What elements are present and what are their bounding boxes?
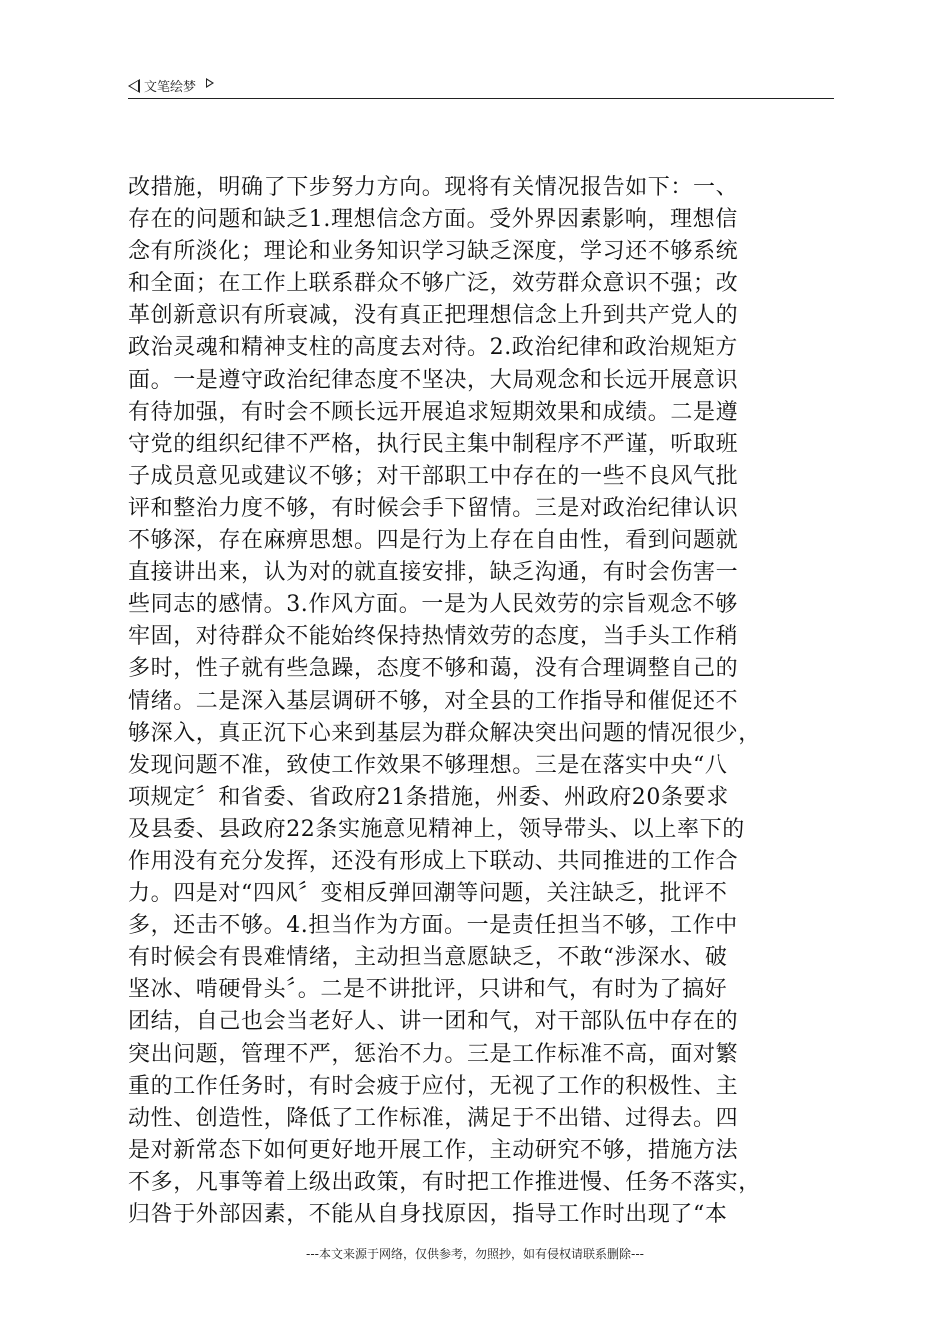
text-line: 守党的组织纪律不严格，执行民主集中制程序不严谨，听取班 [128, 431, 739, 457]
text-line: 子成员意见或建议不够；对干部职工中存在的一些不良风气批 [128, 463, 739, 489]
text-line: 有时候会有畏难情绪，主动担当意愿缺乏，不敢“涉深水、破 [128, 945, 728, 971]
text-line: 不多，凡事等着上级出政策，有时把工作推进慢、任务不落实， [128, 1169, 761, 1195]
text-line: 坚冰、啃硬骨头〞。二是不讲批评，只讲和气，有时为了搞好 [128, 977, 728, 1003]
text-line: 评和整治力度不够，有时候会手下留情。三是对政治纪律认识 [128, 495, 739, 521]
text-line: 存在的问题和缺乏1.理想信念方面。受外界因素影响，理想信 [128, 207, 738, 233]
text-line: 力。四是对“四风〞变相反弹回潮等问题，关注缺乏，批评不 [128, 881, 728, 907]
text-line: 发现问题不准，致使工作效果不够理想。三是在落实中央“八 [128, 752, 728, 778]
text-line: 情绪。二是深入基层调研不够，对全县的工作指导和催促还不 [128, 688, 739, 714]
text-line: 及县委、县政府22条实施意见精神上，领导带头、以上率下的 [128, 816, 745, 842]
header-brand [128, 76, 214, 95]
text-line: 归咎于外部因素，不能从自身找原因，指导工作时出现了“本 [128, 1202, 728, 1227]
text-line: 和全面；在工作上联系群众不够广泛，效劳群众意识不强；改 [128, 271, 739, 297]
page-header [128, 74, 834, 99]
text-line: 够深入，真正沉下心来到基层为群众解决突出问题的情况很少， [128, 720, 761, 746]
text-line: 念有所淡化；理论和业务知识学习缺乏深度，学习还不够系统 [128, 239, 739, 265]
text-line: 动性、创造性，降低了工作标准，满足于不出错、过得去。四 [128, 1105, 739, 1131]
text-line: 政治灵魂和精神支柱的高度去对待。2.政治纪律和政治规矩方 [128, 335, 738, 361]
triangle-left-icon [128, 79, 140, 93]
text-line: 是对新常态下如何更好地开展工作，主动研究不够，措施方法 [128, 1137, 739, 1163]
text-line: 面。一是遵守政治纪律态度不坚决，大局观念和长远开展意识 [128, 367, 739, 393]
text-line: 改措施，明确了下步努力方向。现将有关情况报告如下：一、 [128, 175, 739, 200]
text-line: 多时，性子就有些急躁，态度不够和蔼，没有合理调整自己的 [128, 656, 739, 682]
text-line: 团结，自己也会当老好人、讲一团和气，对干部队伍中存在的 [128, 1009, 739, 1035]
text-line: 突出问题，管理不严，惩治不力。三是工作标准不高，面对繁 [128, 1041, 739, 1067]
text-line: 革创新意识有所衰减，没有真正把理想信念上升到共产党人的 [128, 303, 739, 329]
text-line: 牢固，对待群众不能始终保持热情效劳的态度，当手头工作稍 [128, 624, 739, 650]
text-line: 有待加强，有时会不顾长远开展追求短期效果和成绩。二是遵 [128, 399, 739, 425]
text-line: 作用没有充分发挥，还没有形成上下联动、共同推进的工作合 [128, 848, 739, 874]
text-line: 不够深，存在麻痹思想。四是行为上存在自由性，看到问题就 [128, 528, 739, 554]
header-title: 文笔绘梦 [144, 80, 197, 95]
document-body [128, 172, 834, 1231]
text-line: 项规定〞和省委、省政府21条措施，州委、州政府20条要求 [128, 784, 729, 810]
triangle-right-icon [206, 78, 214, 88]
text-line: 多，还击不够。4.担当作为方面。一是责任担当不够，工作中 [128, 913, 738, 939]
text-line: 些同志的感情。3.作风方面。一是为人民效劳的宗旨观念不够 [128, 592, 738, 618]
text-line: 重的工作任务时，有时会疲于应付，无视了工作的积极性、主 [128, 1073, 739, 1099]
text-line: 直接讲出来，认为对的就直接安排，缺乏沟通，有时会伤害一 [128, 560, 739, 586]
footer-notice: ---本文来源于网络，仅供参考，勿照抄，如有侵权请联系删除--- [306, 1247, 644, 1261]
